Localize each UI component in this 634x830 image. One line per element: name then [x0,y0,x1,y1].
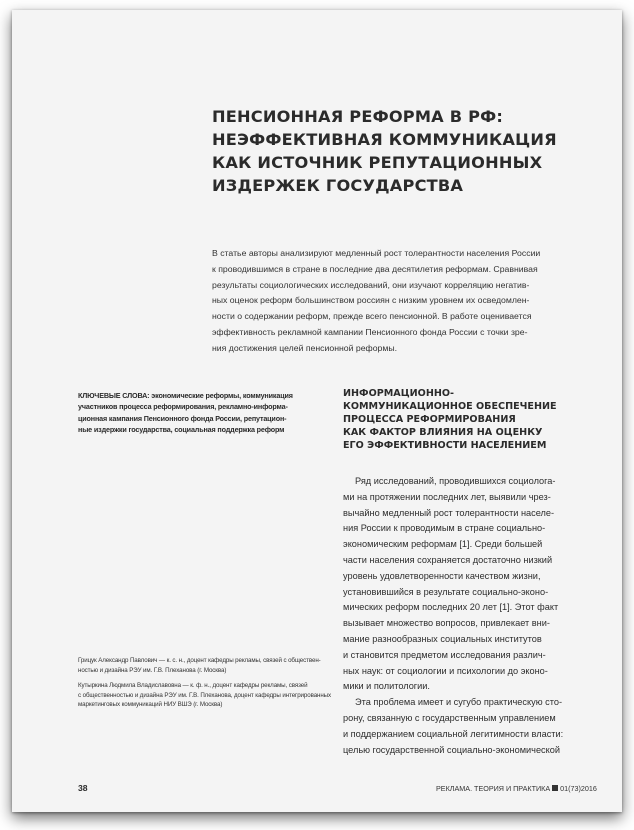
body-line: установившийся в результате социально-эконо- [343,586,549,597]
section-heading-line: ПРОЦЕССА РЕФОРМИРОВАНИЯ [343,413,516,425]
body-line: ми на протяжении последних лет, выявили чрез- [343,491,551,502]
keywords-block [78,390,328,436]
body-line: экономическим реформам [1]. Среди большей [343,539,543,550]
abstract-line: ния достижения целей пенсионной реформы. [212,342,398,353]
author-info [78,656,332,716]
page-number: 38 [78,783,88,793]
body-line: Ряд исследований, проводившихся социолога- [355,476,556,486]
square-bullet-icon [552,785,558,791]
title-line: ИЗДЕРЖЕК ГОСУДАРСТВА [212,176,464,195]
author-line: с общественностью и дизайна РЭУ им. Г.В. Плеханова, доцент кафедры интегрированных [78,691,332,699]
keywords-line: ционная кампания Пенсионного фонда России, репутацион- [78,413,287,423]
abstract-line: результаты социологических исследований, они изучают корреляцию негатив- [212,279,530,290]
article-title [212,105,612,197]
body-line: Эта проблема имеет и сугубо практическую сто- [355,697,563,708]
title-line: НЕЭФФЕКТИВНАЯ КОММУНИКАЦИЯ [212,130,557,149]
author-line: Грицук Александр Павлович — к. с. н., доцент кафедры рекламы, связей с обществен- [78,657,321,664]
body-line: и становится предметом исследования различ- [343,649,546,660]
body-line: мических реформ последних 20 лет [1]. Этот факт [343,602,559,613]
body-line: рону, связанную с государственным управлением [343,712,556,723]
body-line: и поддержанием социальной легитимности власти: [343,728,564,739]
author-line: ностью и дизайна РЭУ им. Г.В. Плеханова (г. Москва) [78,666,227,674]
body-line: мики и политологии. [343,681,430,692]
section-heading-line: ИНФОРМАЦИОННО- [343,388,455,399]
author-entry [78,681,332,710]
abstract-line: эффективность рекламной кампании Пенсионного фонда России с точки зре- [212,326,528,337]
section-heading-line: КОММУНИКАЦИОННОЕ ОБЕСПЕЧЕНИЕ [343,400,557,412]
abstract-line: В статье авторы анализируют медленный рост толерантности населения России [212,248,541,258]
author-entry [78,656,328,675]
abstract-line: ных оценок реформ большинством россиян с низким уровнем их осведомлен- [212,295,530,306]
author-line: Кутыркина Людмила Владиславовна — к. ф. н., доцент кафедры рекламы, связей [78,682,308,690]
article-body [343,474,605,758]
body-line: ных наук: от социологии и психологии до эконо- [343,665,548,676]
journal-page [12,10,622,812]
body-line: вызывает множество вопросов, привлекает вни- [343,618,550,629]
body-line: целью государственной социально-экономической [343,744,561,755]
abstract-line: к проводившимся в стране в последние два десятилетия реформам. Сравнивая [212,263,538,274]
body-line: вычайно медленный рост толерантности населе- [343,507,555,518]
keywords-line: ные издержки государства, социальная поддержка реформ [78,425,285,435]
section-heading-line: ЕГО ЭФФЕКТИВНОСТИ НАСЕЛЕНИЕМ [343,439,547,451]
article-abstract [212,246,598,357]
section-heading [343,388,603,453]
title-line: КАК ИСТОЧНИК РЕПУТАЦИОННЫХ [212,153,543,172]
journal-name: РЕКЛАМА. ТЕОРИЯ И ПРАКТИКА [436,784,551,793]
journal-issue: 01(73)2016 [560,784,597,793]
body-line: уровень удовлетворенности качеством жизни, [343,570,541,581]
abstract-line: ности о содержании реформ, прежде всего пенсионной. В работе оценивается [212,311,532,322]
title-line: ПЕНСИОННАЯ РЕФОРМА В РФ: [212,107,504,126]
keywords-line: участников процесса реформирования, рекламно-информа- [78,402,288,412]
body-line: части населения сохраняется достаточно низкий [343,554,553,565]
body-line: мание разнообразных социальных институтов [343,633,542,644]
body-line: ния России к проводимым в стране социально- [343,523,546,534]
keywords-line: КЛЮЧЕВЫЕ СЛОВА: экономические реформы, коммуникация [78,391,293,400]
author-line: маркетинговых коммуникаций НИУ ВШЭ (г. Москва) [78,701,223,709]
section-heading-line: КАК ФАКТОР ВЛИЯНИЯ НА ОЦЕНКУ [343,426,543,438]
journal-footer [436,784,597,793]
